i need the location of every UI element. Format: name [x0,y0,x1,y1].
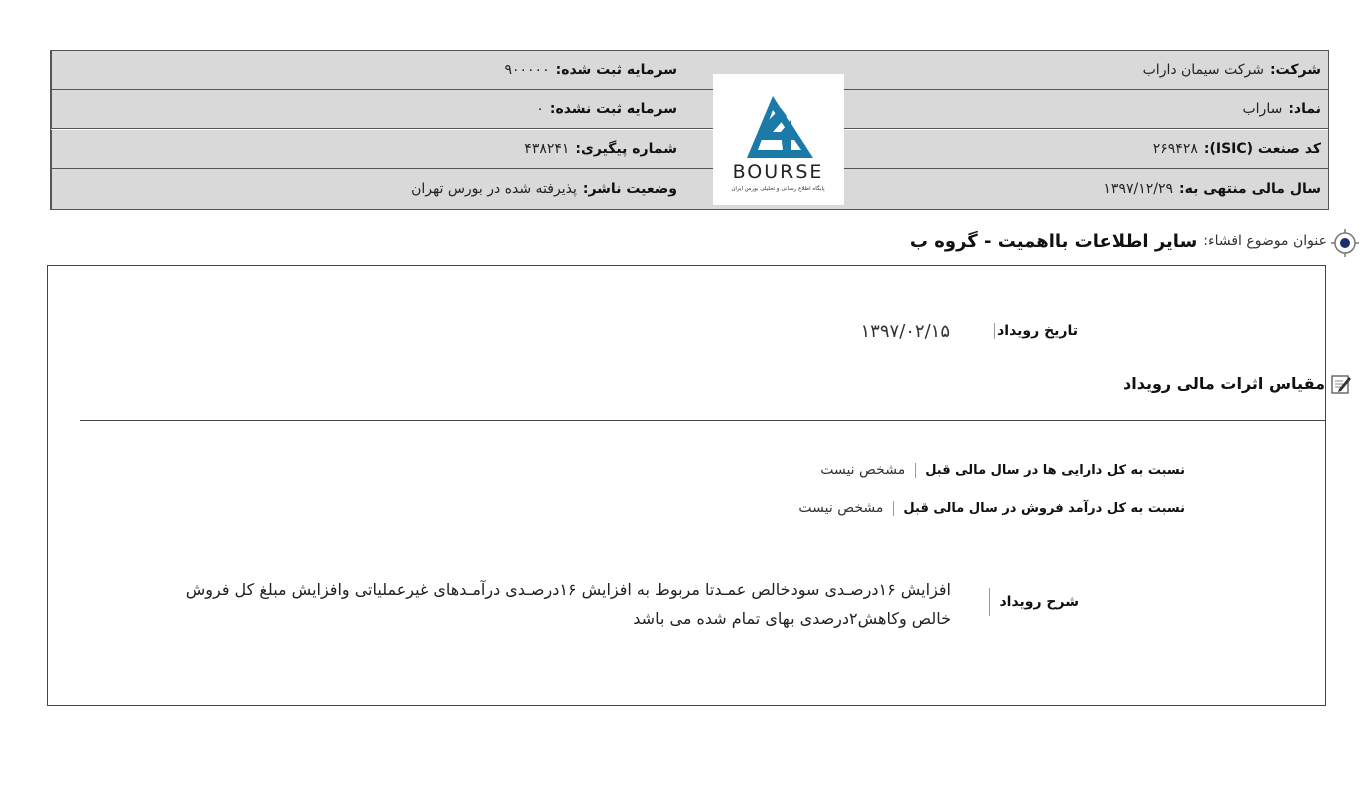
event-details-panel [47,265,1326,706]
symbol-value: ساراب [1242,101,1283,117]
tracking-number-label: شماره پیگیری: [575,141,677,157]
logo-wordmark: BOURSE [732,161,824,183]
company-value: شرکت سیمان داراب [1142,62,1264,78]
ratio-revenue-field [798,496,1185,520]
ratio-revenue-value: مشخص نیست [798,500,884,516]
registered-capital-label: سرمایه ثبت شده: [555,62,677,78]
target-icon [1330,228,1360,258]
fiscal-year-value: ۱۳۹۷/۱۲/۲۹ [1103,181,1173,197]
event-description-label: شرح رویداد [989,588,1079,616]
company-label: شرکت: [1269,62,1321,78]
subject-value: سایر اطلاعات بااهمیت - گروه ب [909,230,1198,252]
isic-value: ۲۶۹۴۲۸ [1152,141,1198,157]
publisher-status-value: پذیرفته شده در بورس تهران [411,181,577,197]
symbol-label: نماد: [1288,101,1321,117]
unregistered-capital-row [51,90,684,129]
registered-capital-value: ۹۰۰۰۰۰ [504,62,550,78]
isic-label: کد صنعت (ISIC): [1203,141,1321,157]
section-divider [80,420,1325,421]
ratio-assets-label: نسبت به کل دارایی ها در سال مالی قبل [915,463,1185,478]
ratio-assets-value: مشخص نیست [820,462,906,478]
tracking-number-row [51,130,684,169]
registered-capital-row [51,51,684,90]
bourse-logo [713,74,844,205]
event-date-label: تاریخ رویداد [994,323,1078,339]
ratio-assets-field [820,458,1185,482]
event-description-value: افزایش ۱۶درصـدی سودخالص عمـدتا مربوط به افزایش ۱۶درصـدی درآمـدهای غیرعملیاتی وافزایش مبلغ کل فروش خالص وکاهش۲درصدی بهای تمام شده می باشد [185,580,951,628]
financial-impact-title: مقیاس اثرات مالی رویداد [1123,373,1325,393]
ratio-revenue-label: نسبت به کل درآمد فروش در سال مالی قبل [893,501,1185,516]
edit-document-icon [1329,372,1353,396]
company-info-table [50,50,1329,210]
unregistered-capital-label: سرمایه ثبت نشده: [549,101,677,117]
unregistered-capital-value: ۰ [536,101,544,117]
fiscal-year-label: سال مالی منتهی به: [1179,181,1321,197]
logo-tagline: پایگاه اطلاع رسانی و تحلیلی بورس ایران [731,186,825,192]
subject-label: عنوان موضوع افشاء: [1203,233,1327,249]
event-date-field [861,318,1078,344]
disclosure-subject [910,226,1327,256]
publisher-status-row [51,169,684,209]
publisher-status-label: وضعیت ناشر: [582,181,677,197]
tracking-number-value: ۴۳۸۲۴۱ [524,141,570,157]
event-date-value: ۱۳۹۷/۰۲/۱۵ [860,320,950,342]
